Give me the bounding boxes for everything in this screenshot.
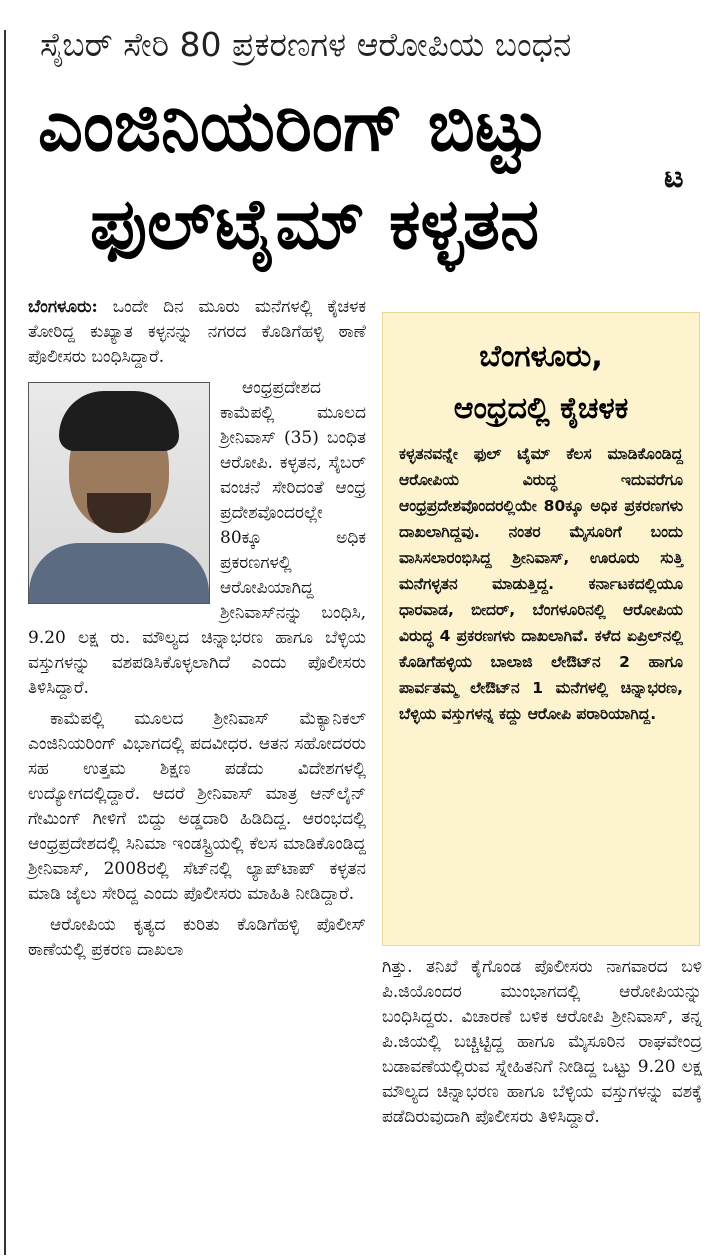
headline-line-2: ಫುಲ್‌ಟೈಮ್ ಕಳ್ಳತನ (90, 183, 539, 265)
paragraph-1-text: ಒಂದೇ ದಿನ ಮೂರು ಮನೆಗಳಲ್ಲಿ ಕೈಚಳಕ ತೋರಿದ್ದ ಕುಖ್ಯಾತ ಕಳ್ಳನನ್ನು ನಗರದ ಕೊಡಿಗೆಹಳ್ಳಿ ಠಾಣೆ ಪೊಲೀಸರು ಬಂಧಿಸಿದ್ದಾರೆ. (28, 297, 366, 367)
sidebar-title-line-2: ಆಂಧ್ರದಲ್ಲಿ ಕೈಚಳಕ (453, 391, 629, 426)
paragraph-4: ಆರೋಪಿಯ ಕೃತ್ಯದ ಕುರಿತು ಕೊಡಿಗೆಹಳ್ಳಿ ಪೊಲೀಸ್ ಠಾಣೆಯಲ್ಲಿ ಪ್ರಕರಣ ದಾಖಲಾ (28, 915, 366, 960)
photo-hair (59, 391, 179, 451)
sidebar-title-line-1: ಬೆಂಗಳೂರು, (479, 339, 603, 374)
paragraph-1 (28, 295, 366, 370)
column-rule (4, 30, 6, 1255)
photo-beard (87, 493, 151, 533)
right-column-text: ಗಿತ್ತು. ತನಿಖೆ ಕೈಗೊಂಡ ಪೊಲೀಸರು ನಾಗವಾರದ ಬಳಿ ಪಿ.ಜಿಯೊಂದರ ಮುಂಭಾಗದಲ್ಲಿ ಆರೋಪಿಯನ್ನು ಬಂಧಿಸಿದ್ದರು. ವಿಚಾರಣೆ ಬಳಿಕ ಆರೋಪಿ ಶ್ರೀನಿವಾಸ್, ತನ್ನ ಪಿ.ಜಿಯಲ್ಲಿ ಬಚ್ಚಿಟ್ಟಿದ್ದ ಹಾಗೂ ಮೈಸೂರಿನ ರಾಘವೇಂದ್ರ ಬಡಾವಣೆಯಲ್ಲಿರುವ ಸ್ನೇಹಿತನಿಗೆ ನೀಡಿದ್ದ ಒಟ್ಟು 9.20 ಲಕ್ಷ ಮೌಲ್ಯದ ಚಿನ್ನಾಭರಣ ಹಾಗೂ ಬೆಳ್ಳಿಯ ವಸ್ತುಗಳನ್ನು ವಶಕ್ಕೆ ಪಡೆದಿರುವುದಾಗಿ ಪೊಲೀಸರು ತಿಳಿಸಿದ್ದಾರೆ. (382, 957, 702, 1127)
right-column (382, 955, 702, 1130)
left-column (28, 295, 366, 969)
sidebar-body: ಕಳ್ಳತನವನ್ನೇ ಫುಲ್ ಟೈಮ್ ಕೆಲಸ ಮಾಡಿಕೊಂಡಿದ್ದ ಆರೋಪಿಯ ವಿರುದ್ಧ ಇದುವರೆಗೂ ಆಂಧ್ರಪ್ರದೇಶವೊಂದರಲ್ಲಿಯೇ 80ಕ್ಕೂ ಅಧಿಕ ಪ್ರಕರಣಗಳು ದಾಖಲಾಗಿದ್ದವು. ನಂತರ ಮೈಸೂರಿಗೆ ಬಂದು ವಾಸಿಸಲಾರಂಭಿಸಿದ್ದ ಶ್ರೀನಿವಾಸ್, ಊರೂರು ಸುತ್ತಿ ಮನೆಗಳ್ಳತನ ಮಾಡುತ್ತಿದ್ದ. ಕರ್ನಾಟಕದಲ್ಲಿಯೂ ಧಾರವಾಡ, ಬೀದರ್, ಬೆಂಗಳೂರಿನಲ್ಲಿ ಆರೋಪಿಯ ವಿರುದ್ಧ 4 ಪ್ರಕರಣಗಳು ದಾಖಲಾಗಿವೆ. ಕಳೆದ ಏಪ್ರಿಲ್‌ನಲ್ಲಿ ಕೊಡಿಗೆಹಳ್ಳಿಯ ಬಾಲಾಜಿ ಲೇಔಟ್‌ನ 2 ಹಾಗೂ ಪಾರ್ವತಮ್ಮ ಲೇಔಟ್‌ನ 1 ಮನೆಗಳಲ್ಲಿ ಚಿನ್ನಾಭರಣ, ಬೆಳ್ಳಿಯ ವಸ್ತುಗಳನ್ನ ಕದ್ದು ಆರೋಪಿ ಪರಾರಿಯಾಗಿದ್ದ. (399, 445, 683, 723)
paragraph-3: ಕಾಮೆಪಲ್ಲಿ ಮೂಲದ ಶ್ರೀನಿವಾಸ್ ಮೆಕ್ಯಾನಿಕಲ್ ಎಂಜಿನಿಯರಿಂಗ್ ವಿಭಾಗದಲ್ಲಿ ಪದವೀಧರ. ಆತನ ಸಹೋದರರು ಸಹ ಉತ್ತಮ ಶಿಕ್ಷಣ ಪಡೆದು ವಿದೇಶಗಳಲ್ಲಿ ಉದ್ಯೋಗದಲ್ಲಿದ್ದಾರೆ. ಆದರೆ ಶ್ರೀನಿವಾಸ್ ಮಾತ್ರ ಆನ್‌ಲೈನ್ ಗೇಮಿಂಗ್ ಗೀಳಿಗೆ ಬಿದ್ದು ಅಡ್ಡದಾರಿ ಹಿಡಿದಿದ್ದ. ಆರಂಭದಲ್ಲಿ ಆಂಧ್ರಪ್ರದೇಶದಲ್ಲಿ ಸಿನಿಮಾ ಇಂಡಸ್ಟ್ರಿಯಲ್ಲಿ ಕೆಲಸ ಮಾಡಿಕೊಂಡಿದ್ದ ಶ್ರೀನಿವಾಸ್, 2008ರಲ್ಲಿ ಸೆಟ್‌ನಲ್ಲಿ ಲ್ಯಾಪ್‌ಟಾಪ್ ಕಳ್ಳತನ ಮಾಡಿ ಜೈಲು ಸೇರಿದ್ದ ಎಂದು ಪೊಲೀಸರು ಮಾಹಿತಿ ನೀಡಿದ್ದಾರೆ. (28, 709, 366, 904)
accused-photo (28, 382, 210, 604)
kicker: ಸೈಬರ್ ಸೇರಿ 80 ಪ್ರಕರಣಗಳ ಆರೋಪಿಯ ಬಂಧನ (40, 25, 572, 64)
headline-line-1: ಎಂಜಿನಿಯರಿಂಗ್ ಬಿಟ್ಟು (38, 85, 548, 167)
photo-shirt (29, 543, 209, 604)
headline-suffix: ಟ (664, 160, 684, 195)
sidebar-box (382, 312, 700, 946)
dateline: ಬೆಂಗಳೂರು: (28, 297, 98, 317)
paragraph-2: ಆಂಧ್ರಪ್ರದೇಶದ ಕಾಮೆಪಲ್ಲಿ ಮೂಲದ ಶ್ರೀನಿವಾಸ್ (35) ಬಂಧಿತ ಆರೋಪಿ. ಕಳ್ಳತನ, ಸೈಬರ್ ವಂಚನೆ ಸೇರಿದಂತೆ ಆಂಧ್ರ ಪ್ರದೇಶವೊಂದರಲ್ಲೇ 80ಕ್ಕೂ ಅಧಿಕ ಪ್ರಕರಣಗಳಲ್ಲಿ ಆರೋಪಿಯಾಗಿದ್ದ ಶ್ರೀನಿವಾಸ್‌ನನ್ನು ಬಂಧಿಸಿ, 9.20 ಲಕ್ಷ ರು. ಮೌಲ್ಯದ ಚಿನ್ನಾಭರಣ ಹಾಗೂ ಬೆಳ್ಳಿಯ ವಸ್ತುಗಳನ್ನು ವಶಪಡಿಸಿಕೊಳ್ಳಲಾಗಿದೆ ಎಂದು ಪೊಲೀಸರು ತಿಳಿಸಿದ್ದಾರೆ. (28, 378, 366, 698)
